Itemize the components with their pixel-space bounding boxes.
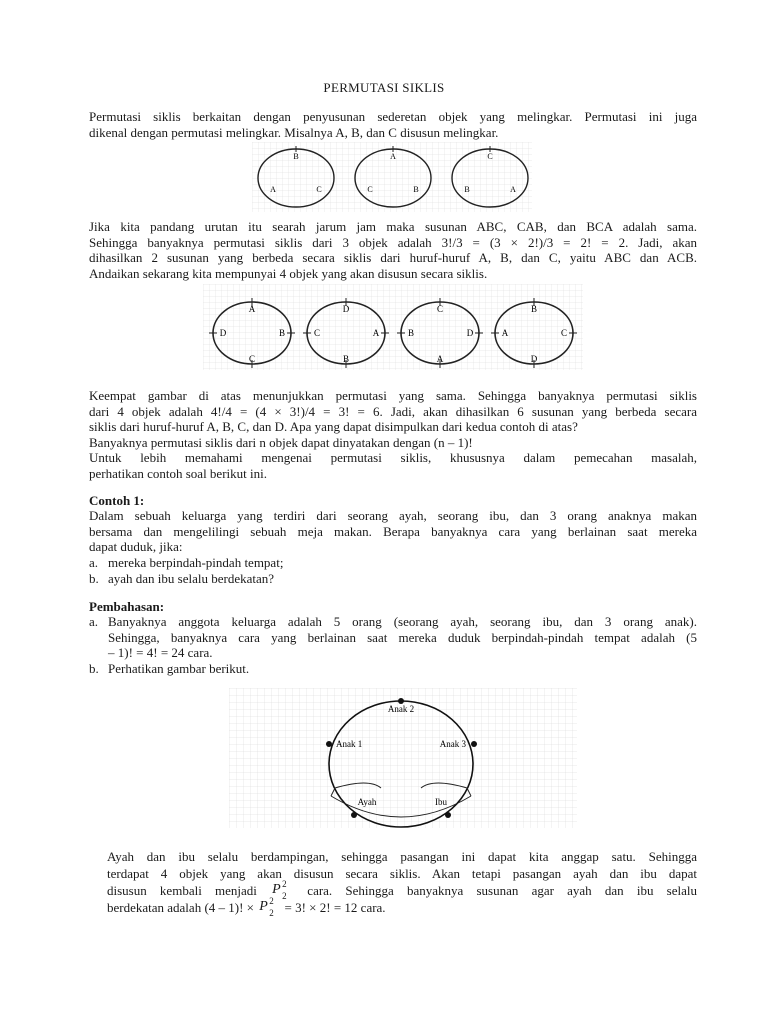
label-anak3: Anak 3 — [439, 739, 466, 749]
list-item-b — [89, 661, 697, 677]
p-subscript: 2 — [282, 891, 287, 901]
label-top: B — [293, 152, 299, 161]
explanation-paragraph-4-objects — [89, 388, 697, 482]
para3-line-5: Untuk lebih memahami mengenai permutasi siklis, khususnya dalam pemecahan masalah, — [89, 450, 697, 466]
final-line-4-end: = 3! × 2! = 12 cara. — [284, 900, 386, 915]
final-explanation — [107, 848, 697, 916]
final-line-3-start: disusun kembali menjadi — [107, 883, 257, 898]
para2-line-3: dihasilkan 2 susunan yang berbeda secara siklis dari huruf-huruf A, B, dan C, yaitu ABC dan ACB. — [89, 250, 697, 266]
p-subscript: 2 — [269, 908, 274, 918]
intro-paragraph — [89, 109, 697, 140]
contoh-paragraph — [89, 508, 697, 555]
page-title: PERMUTASI SIKLIS — [323, 80, 445, 95]
label-bottom: A — [436, 354, 444, 364]
list-text: ayah dan ibu selalu berdekatan? — [108, 570, 275, 586]
label-top: A — [248, 304, 256, 314]
figure-family-table — [229, 688, 577, 828]
para3-line-1: Keempat gambar di atas menunjukkan permutasi yang sama. Sehingga banyaknya permutasi siklis — [89, 388, 697, 403]
label-right: B — [413, 185, 419, 194]
label-top: C — [487, 152, 493, 161]
para3-line-6: perhatikan contoh soal berikut ini. — [89, 465, 267, 481]
figure-four-objects — [203, 284, 583, 370]
label-left: A — [501, 328, 509, 338]
label-left: B — [407, 328, 415, 338]
list-text: mereka berpindah-pindah tempat; — [108, 555, 284, 570]
label-ibu: Ibu — [435, 797, 447, 807]
list-marker: a. — [89, 555, 99, 570]
list-item — [89, 555, 697, 571]
contoh-heading: Contoh 1: — [89, 493, 145, 508]
label-right: A — [510, 185, 516, 194]
final-line-3 — [107, 879, 697, 901]
label-left: A — [270, 185, 276, 194]
list-marker: b. — [89, 570, 99, 586]
para2-line-4: Andaikan sekarang kita mempunyai 4 objek yang akan disusun secara siklis. — [89, 265, 488, 281]
final-line-3-end: cara. Sehingga banyaknya susunan agar ayah dan ibu selalu — [307, 883, 697, 898]
p-letter: P — [259, 899, 268, 914]
list-item-a — [89, 614, 697, 661]
p-superscript: 2 — [269, 896, 274, 906]
contoh-line-3: dapat duduk, jika: — [89, 539, 183, 555]
contoh-list — [89, 555, 697, 586]
seat-dot-ibu — [445, 812, 451, 818]
seat-dot-ayah — [351, 812, 357, 818]
explanation-paragraph-3-objects — [89, 219, 697, 281]
label-right: A — [372, 328, 380, 338]
final-line-2: terdapat 4 objek yang akan disusun secara siklis. Akan tetapi pasangan ayah dan ibu dapat — [107, 866, 697, 881]
label-top: B — [530, 304, 538, 314]
para3-line-3: siklis dari huruf-huruf A, B, C, dan D. Apa yang dapat disimpulkan dari kedua contoh di atas? — [89, 419, 578, 435]
seat-dot-anak3 — [471, 741, 477, 747]
label-bottom: B — [342, 354, 350, 364]
final-line-4 — [107, 896, 697, 918]
para3-line-2: dari 4 objek adalah 4!/4 = (4 × 3!)/4 = 3! = 6. Jadi, akan dihasilkan 6 susunan yang berbeda secara — [89, 403, 697, 419]
label-right: C — [316, 185, 322, 194]
label-left: C — [313, 328, 321, 338]
pembahasan-a-line-2: Sehingga, banyaknya cara yang berlainan saat mereka duduk berpindah-pindah tempat adalah (5 — [108, 629, 697, 645]
p-letter: P — [272, 882, 281, 897]
pembahasan-heading: Pembahasan: — [89, 599, 165, 614]
final-line-1: Ayah dan ibu selalu berdampingan, sehingga pasangan ini dapat kita anggap satu. Sehingga — [107, 849, 697, 864]
label-anak2: Anak 2 — [387, 704, 415, 714]
pembahasan-a-line-1: Banyaknya anggota keluarga adalah 5 orang (seorang ayah, seorang ibu, dan 3 orang anak). — [108, 614, 697, 629]
para2-line-1: Jika kita pandang urutan itu searah jarum jam maka susunan ABC, CAB, dan BCA adalah sama. — [89, 219, 697, 234]
contoh-line-2: bersama dan mengelilingi sebuah meja makan. Berapa banyaknya cara yang berlainan saat mereka — [89, 523, 697, 539]
final-line-4-start: berdekatan adalah (4 – 1)! × — [107, 900, 255, 915]
contoh-line-1: Dalam sebuah keluarga yang terdiri dari seorang ayah, seorang ibu, dan 3 orang anaknya makan — [89, 508, 697, 523]
label-right: D — [466, 328, 474, 338]
label-bottom: D — [530, 354, 538, 364]
label-left: C — [367, 185, 373, 194]
para3-line-4: Banyaknya permutasi siklis dari n objek dapat dinyatakan dengan (n – 1)! — [89, 434, 473, 450]
list-item — [89, 571, 697, 587]
label-top: C — [436, 304, 444, 314]
list-marker: a. — [89, 614, 99, 629]
grid-background — [203, 284, 583, 370]
pembahasan-list — [89, 614, 697, 676]
permutation-symbol-p22 — [257, 896, 281, 918]
pembahasan-a-line-3: – 1)! = 4! = 24 cara. — [108, 645, 213, 661]
list-text: Perhatikan gambar berikut. — [108, 660, 250, 676]
label-top: D — [342, 304, 350, 314]
label-bottom: C — [248, 354, 256, 364]
label-top: A — [390, 152, 396, 161]
label-ayah: Ayah — [357, 797, 377, 807]
figure-three-objects — [252, 142, 532, 212]
label-left: B — [464, 185, 470, 194]
label-anak1: Anak 1 — [336, 739, 363, 749]
label-right: C — [560, 328, 568, 338]
para2-line-2: Sehingga banyaknya permutasi siklis dari 3 objek adalah 3!/3 = (3 × 2!)/3 = 2! = 2. Jadi, akan — [89, 234, 697, 250]
p-superscript: 2 — [282, 879, 287, 889]
intro-line-1: Permutasi siklis berkaitan dengan penyusunan sederetan objek yang melingkar. Permutasi ini juga — [89, 109, 697, 124]
label-left: D — [219, 328, 227, 338]
list-marker: b. — [89, 660, 99, 676]
intro-line-2: dikenal dengan permutasi melingkar. Misalnya A, B, dan C disusun melingkar. — [89, 124, 499, 140]
label-right: B — [278, 328, 286, 338]
seat-dot-anak1 — [326, 741, 332, 747]
